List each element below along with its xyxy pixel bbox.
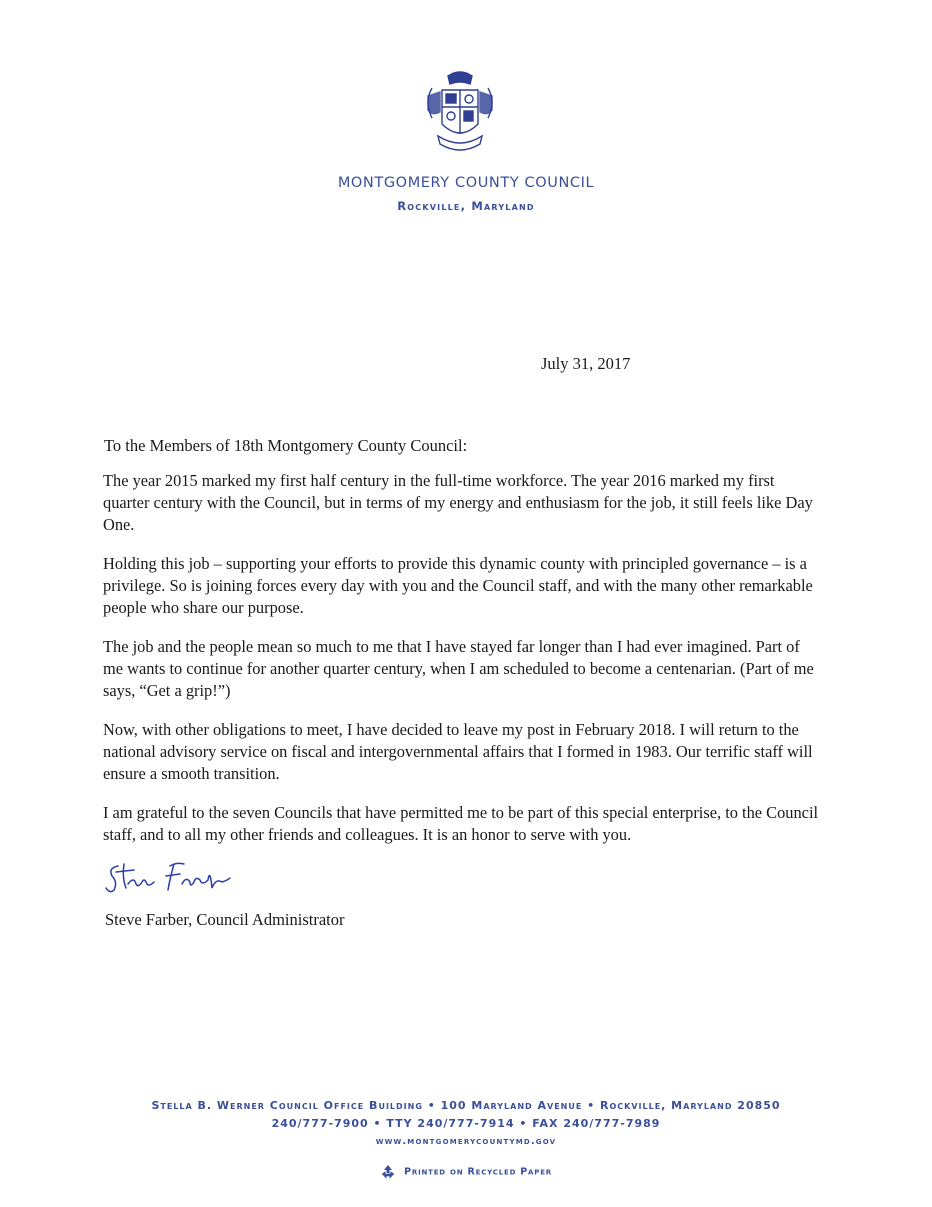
recycled-label: Printed on Recycled Paper <box>404 1166 552 1178</box>
letter-date: July 31, 2017 <box>541 354 631 373</box>
footer-address: Stella B. Werner Council Office Building • 100 Maryland Avenue • Rockville, Maryland 20850 <box>151 1099 781 1112</box>
footer-website[interactable]: www.montgomerycountymd.gov <box>375 1136 557 1147</box>
paragraph: Now, with other obligations to meet, I have decided to leave my post in February 2018. I will return to the national advisory service on fiscal and intergovernmental affairs that I formed in 1983. Our terrific staff will ensure a smooth transition. <box>103 720 813 783</box>
handwritten-signature <box>104 858 244 898</box>
paragraph: The year 2015 marked my first half century in the full-time workforce. The year 2016 marked my first quarter century with the Council, but in terms of my energy and enthusiasm for the job, it still feels like Day One. <box>103 471 813 534</box>
council-name: MONTGOMERY COUNTY COUNCIL <box>337 175 595 191</box>
recycle-icon <box>380 1164 396 1180</box>
signer-name: Steve Farber, Council Administrator <box>105 910 345 929</box>
footer-phones: 240/777-7900 • TTY 240/777-7914 • FAX 240/777-7989 <box>271 1117 661 1130</box>
paragraph: Holding this job – supporting your efforts to provide this dynamic county with principled governance – is a privilege. So is joining forces every day with you and the Council staff, and with the many other remarkable people who share our purpose. <box>103 554 813 617</box>
salutation: To the Members of 18th Montgomery County Council: <box>104 436 468 455</box>
letter-body <box>103 470 823 863</box>
council-location: Rockville, Maryland <box>397 199 535 213</box>
paragraph: The job and the people mean so much to me that I have stayed far longer than I had ever imagined. Part of me wants to continue for another quarter century, when I am scheduled to become a centenarian. (Part of me says, “Get a grip!”) <box>103 637 814 700</box>
county-seal-icon <box>418 66 502 160</box>
recycled-note <box>0 1164 932 1180</box>
paragraph: I am grateful to the seven Councils that have permitted me to be part of this special enterprise, to the Council staff, and to all my other friends and colleagues. It is an honor to serve with you. <box>103 803 819 844</box>
